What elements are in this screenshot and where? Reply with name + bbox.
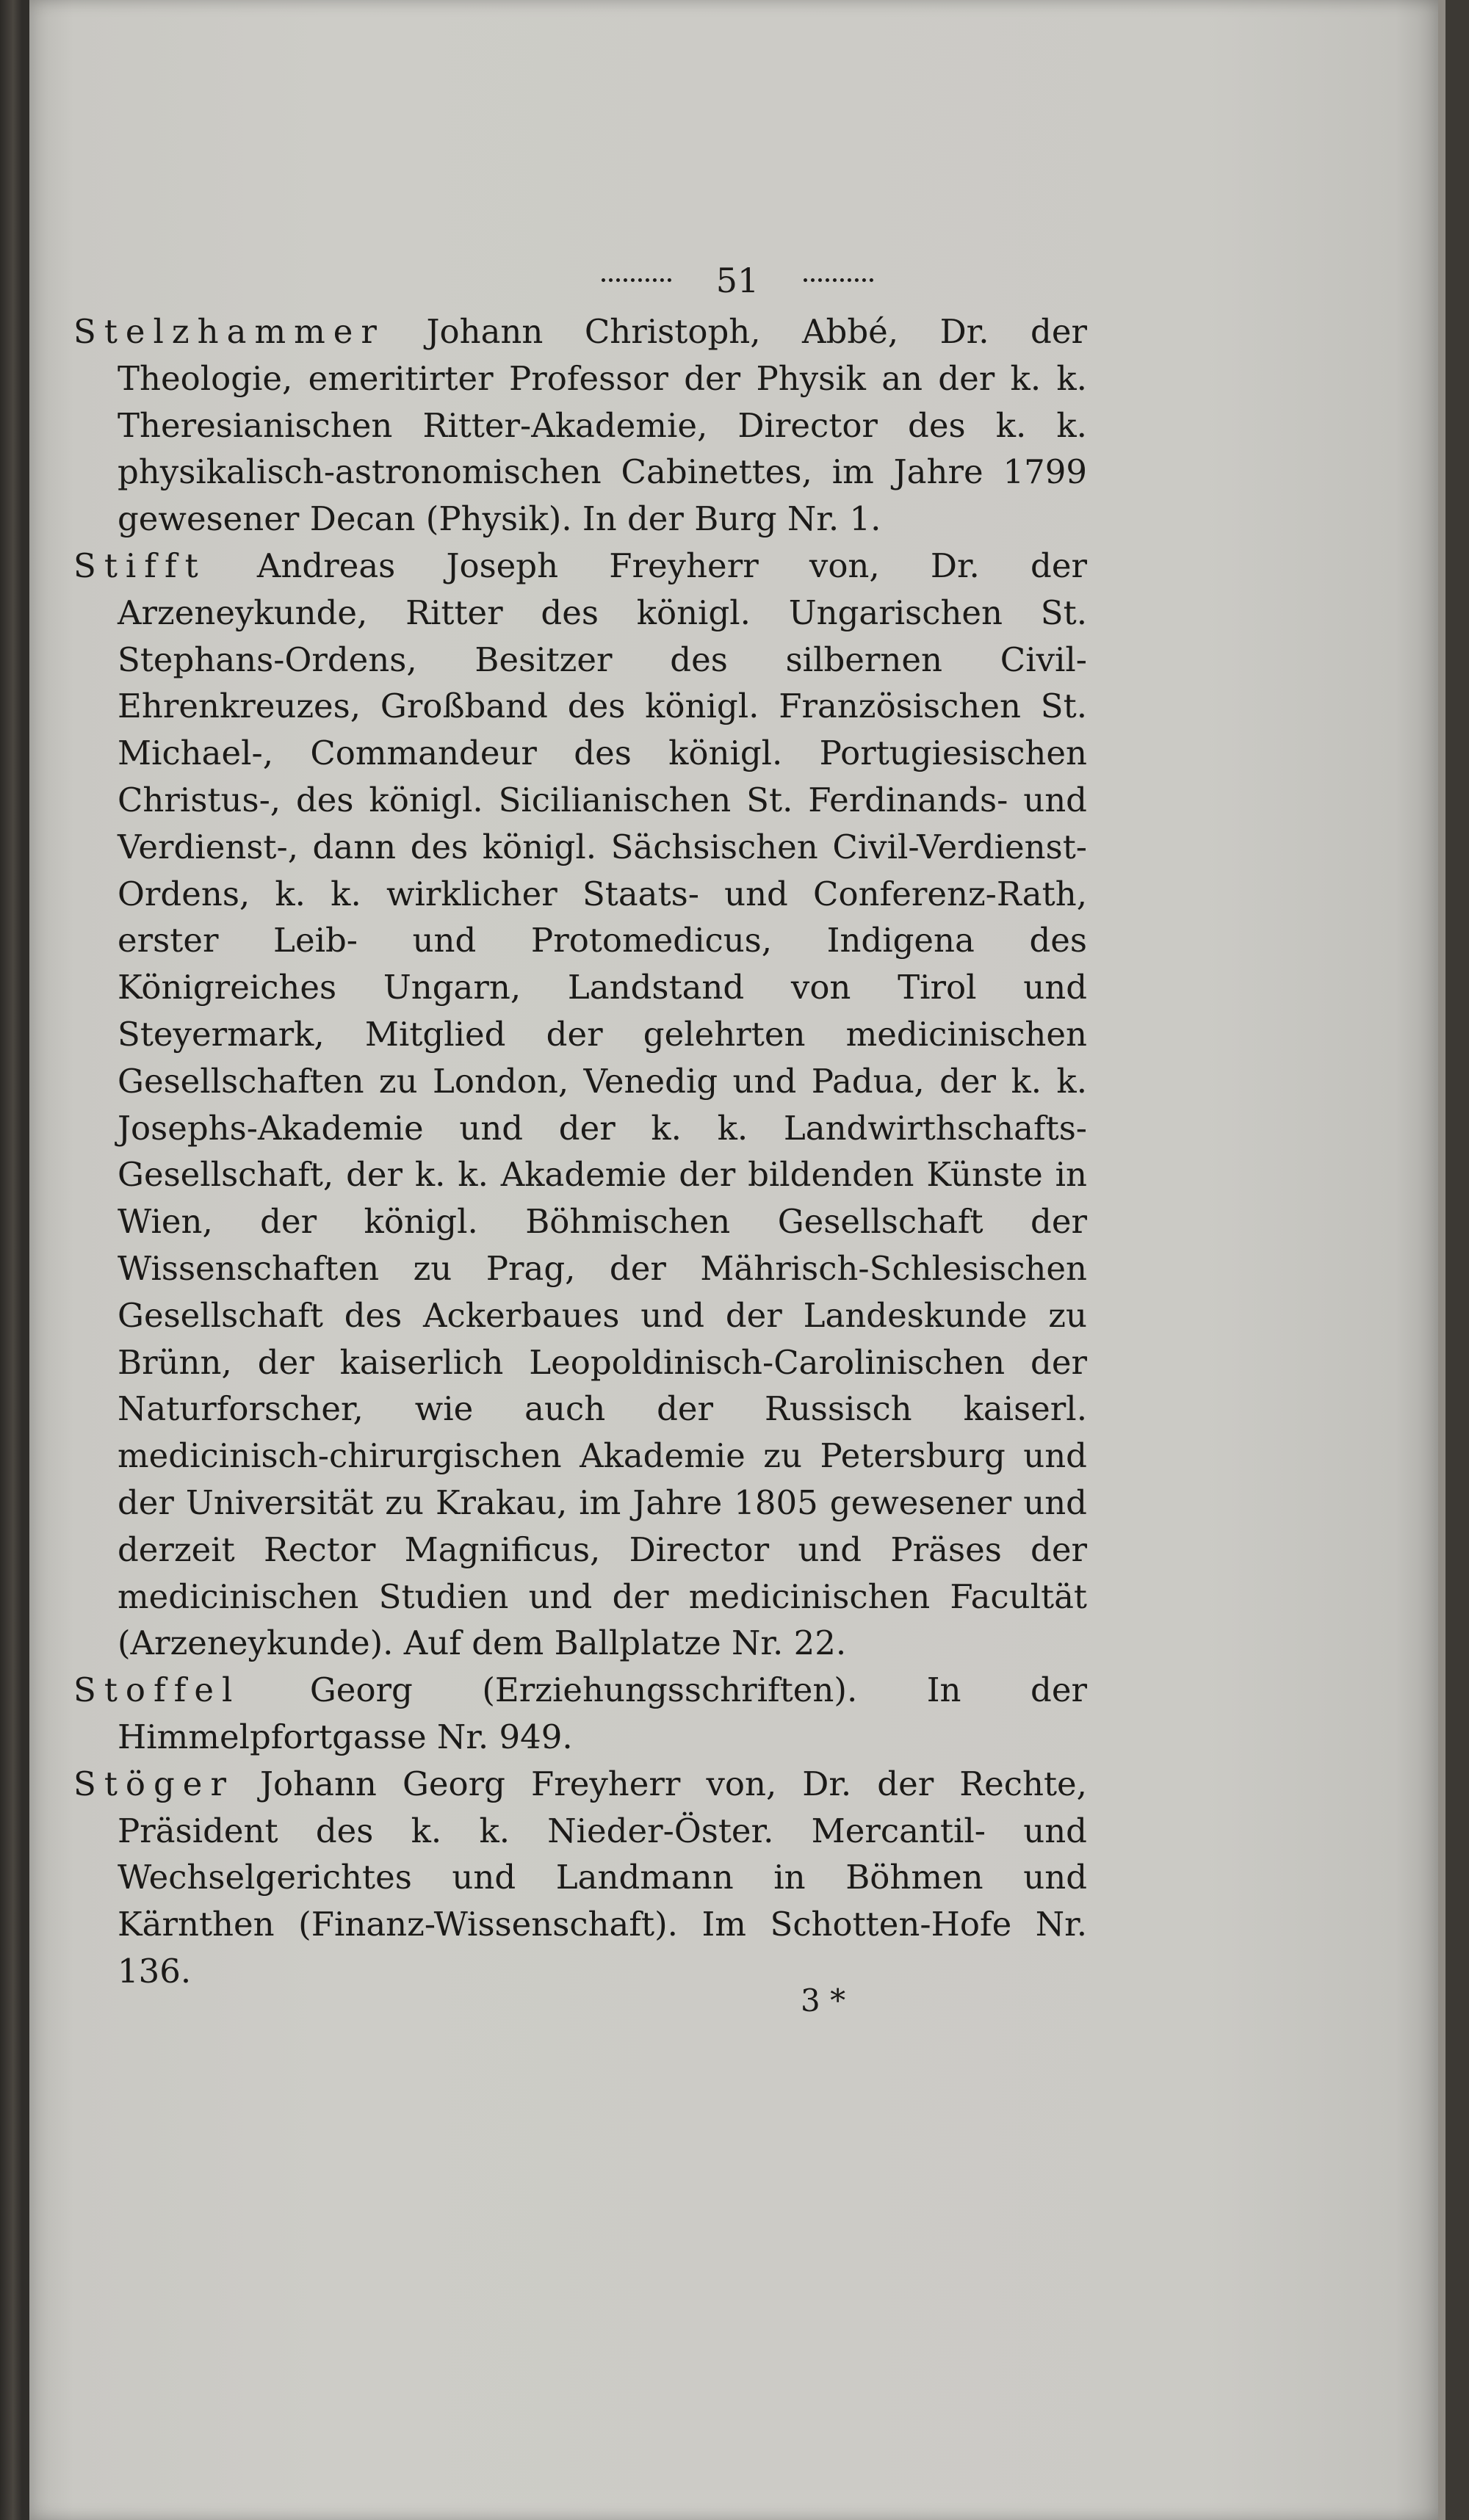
entry-stoeger [73, 1761, 1087, 1995]
book-page [29, 0, 1445, 2520]
entry-list [73, 308, 1087, 1995]
entry-stoffel [73, 1667, 1087, 1761]
entry-text: Andreas Joseph Freyherr von, Dr. der Arzeneykunde, Ritter des königl. Ungarischen St. Stephans-Ordens, Besitzer des silbernen Civil-Ehrenkreuzes, Großband des königl. Französischen St. Michael-, Commandeur des königl. Portugiesischen Christus-, des königl. Sicilianischen St. Ferdinands- und Verdienst-, dann des königl. Sächsischen Civil-Verdienst-Ordens, k. k. wirklicher Staats- und Conferenz-Rath, erster Leib- und Protomedicus, Indigena des Königreiches Ungarn, Landstand von Tirol und Steyermark, Mitglied der gelehrten medicinischen Gesellschaften zu London, Venedig und Padua, der k. k. Josephs-Akademie und der k. k. Landwirthschafts-Gesellschaft, der k. k. Akademie der bildenden Künste in Wien, der königl. Böhmischen Gesellschaft der Wissenschaften zu Prag, der Mährisch-Schlesischen Gesellschaft des Ackerbaues und der Landeskunde zu Brünn, der kaiserlich Leopoldinisch-Carolinischen der Naturforscher, wie auch der Russisch kaiserl. medicinisch-chirurgischen Akademie zu Petersburg und der Universität zu Krakau, im Jahre 1805 gewesener und derzeit Rector Magnificus, Director und Präses der medicinischen Studien und der medicinischen Facultät (Arzeneykunde). Auf dem Ballplatze Nr. 22. [118, 546, 1087, 1663]
signature-mark: 3 * [801, 1983, 846, 2018]
page-number: 51 [715, 261, 759, 300]
header-ornament-left [602, 278, 671, 289]
entry-text: Georg (Erziehungsschriften). In der Himmelpfortgasse Nr. 949. [118, 1670, 1087, 1756]
running-header [29, 261, 1445, 300]
header-ornament-right [804, 278, 873, 289]
page-edge [1438, 0, 1445, 2520]
entry-stelzhammer [73, 308, 1087, 543]
entry-stifft [73, 543, 1087, 1667]
entry-surname: Stöger [73, 1764, 234, 1803]
entry-surname: Stelzhammer [73, 312, 385, 351]
entry-text: Johann Christoph, Abbé, Dr. der Theologie, emeritirter Professor der Physik an der k. k. Theresianischen Ritter-Akademie, Director des k. k. physikalisch-astronomischen Cabinettes, im Jahre 1799 gewesener Decan (Physik). In der Burg Nr. 1. [118, 312, 1087, 539]
entry-text: Johann Georg Freyherr von, Dr. der Rechte, Präsident des k. k. Nieder-Öster. Mercantil- und Wechselgerichtes und Landmann in Böhmen und Kärnthen (Finanz-Wissenschaft). Im Schotten-Hofe Nr. 136. [118, 1764, 1087, 1991]
entry-surname: Stifft [73, 546, 206, 585]
entry-surname: Stoffel [73, 1670, 241, 1710]
